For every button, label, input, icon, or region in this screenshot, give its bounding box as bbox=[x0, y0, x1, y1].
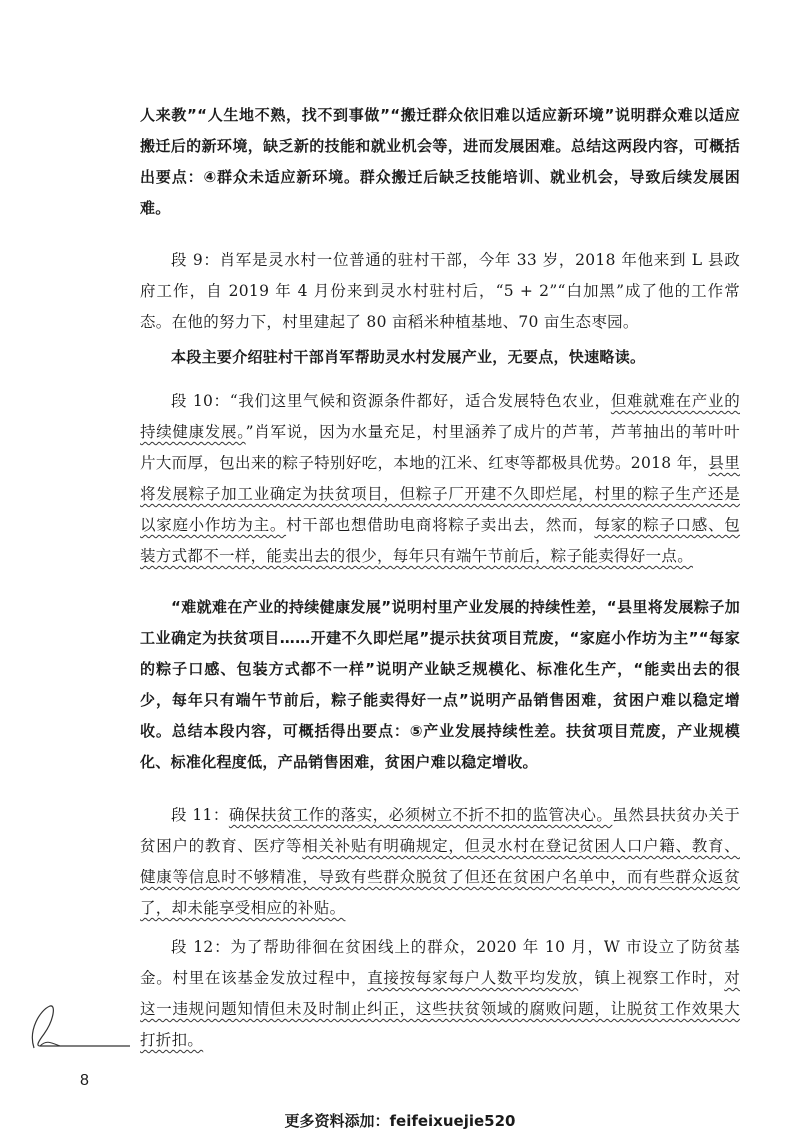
para11-underline-2: 相关补贴有明确规定，但灵水村在登记贫困人口户籍、教育、健康等信息时不够精准，导致有些群众脱贫了但还在贫困户名单中，而有些群众返贫了，却未能享受相应的补贴。 bbox=[140, 837, 740, 917]
footer-text: 更多资料添加：feifeixuejie520 bbox=[284, 1112, 516, 1130]
paragraph-10 bbox=[140, 386, 740, 572]
paragraph-analysis-8: 人来教”“人生地不熟，找不到事做”“搬迁群众依旧难以适应新环境”说明群众难以适应搬迁后的新环境，缺乏新的技能和就业机会等，进而发展困难。总结这两段内容，可概括出要点：④群众未适应新环境。群众搬迁后缺乏技能培训、就业机会，导致后续发展困难。 bbox=[140, 106, 740, 217]
para10-underline-1: 但难就难在产业的持续健康发展。 bbox=[140, 392, 740, 441]
paragraph-9: 段 9：肖军是灵水村一位普通的驻村干部，今年 33 岁，2018 年他来到 L 县政府工作，自 2019 年 4 月份来到灵水村驻村后，“5 + 2”“白加黑”成了他的工作常态。在他的努力下，村里建起了 80 亩稻米种植基地、70 亩生态枣园。 bbox=[140, 251, 740, 331]
paragraph-11 bbox=[140, 800, 740, 924]
para10-underline-2: 县里将发展粽子加工业确定为扶贫项目，但粽子厂开建不久即烂尾，村里的粽子生产还是以家庭小作坊为主。 bbox=[140, 454, 740, 534]
para10-text-3: 村干部也想借助电商将粽子卖出去，然而， bbox=[286, 516, 595, 534]
para10-underline-3: 每家的粽子口感、包装方式都不一样，能卖出去的很少，每年只有端午节前后，粽子能卖得好一点。 bbox=[140, 516, 741, 565]
paragraph-12 bbox=[140, 932, 740, 1056]
para11-text-1: 段 11： bbox=[171, 806, 229, 824]
para12-underline-2: 对这一违规问题知情但未及时制止纠正，这些扶贫领域的腐败问题，让脱贫工作效果大打折扣。 bbox=[140, 969, 740, 1049]
para10-text-1: 段 10：“我们这里气候和资源条件都好，适合发展特色农业， bbox=[171, 392, 611, 410]
paragraph-summary-9: 本段主要介绍驻村干部肖军帮助灵水村发展产业，无要点，快速略读。 bbox=[171, 348, 646, 366]
page-number: 8 bbox=[80, 1072, 89, 1089]
pen-scribble-icon bbox=[20, 1000, 140, 1060]
para10-text-2: ”肖军说，因为水量充足，村里涵养了成片的芦苇，芦苇抽出的苇叶叶片大而厚，包出来的粽子特别好吃，本地的江米、红枣等都极具优势。2018 年， bbox=[140, 423, 740, 472]
para12-text-1: 段 12：为了帮助徘徊在贫困线上的群众，2020 年 10 月，W 市设立了防贫基金。村里在该基金发放过程中， bbox=[140, 938, 740, 987]
para11-underline-1: 确保扶贫工作的落实，必须树立不折不扣的监管决心。 bbox=[228, 806, 613, 824]
para12-text-2: ，镇上视察工作时， bbox=[578, 969, 725, 987]
paragraph-analysis-10: “难就难在产业的持续健康发展”说明村里产业发展的持续性差，“县里将发展粽子加工业确定为扶贫项目……开建不久即烂尾”提示扶贫项目荒废，“家庭小作坊为主”“每家的粽子口感、包装方式都不一样”说明产业缺乏规模化、标准化生产，“能卖出去的很少，每年只有端午节前后，粽子能卖得好一点”说明产品销售困难，贫困户难以稳定增收。总结本段内容，可概括得出要点：⑤产业发展持续性差。扶贫项目荒废，产业规模化、标准化程度低，产品销售困难，贫困户难以稳定增收。 bbox=[140, 598, 740, 771]
para12-underline-1: 直接按每家每户人数平均发放 bbox=[367, 969, 579, 987]
para11-text-2: 虽然县扶贫办关于贫困户的教育、医疗等 bbox=[140, 806, 741, 855]
